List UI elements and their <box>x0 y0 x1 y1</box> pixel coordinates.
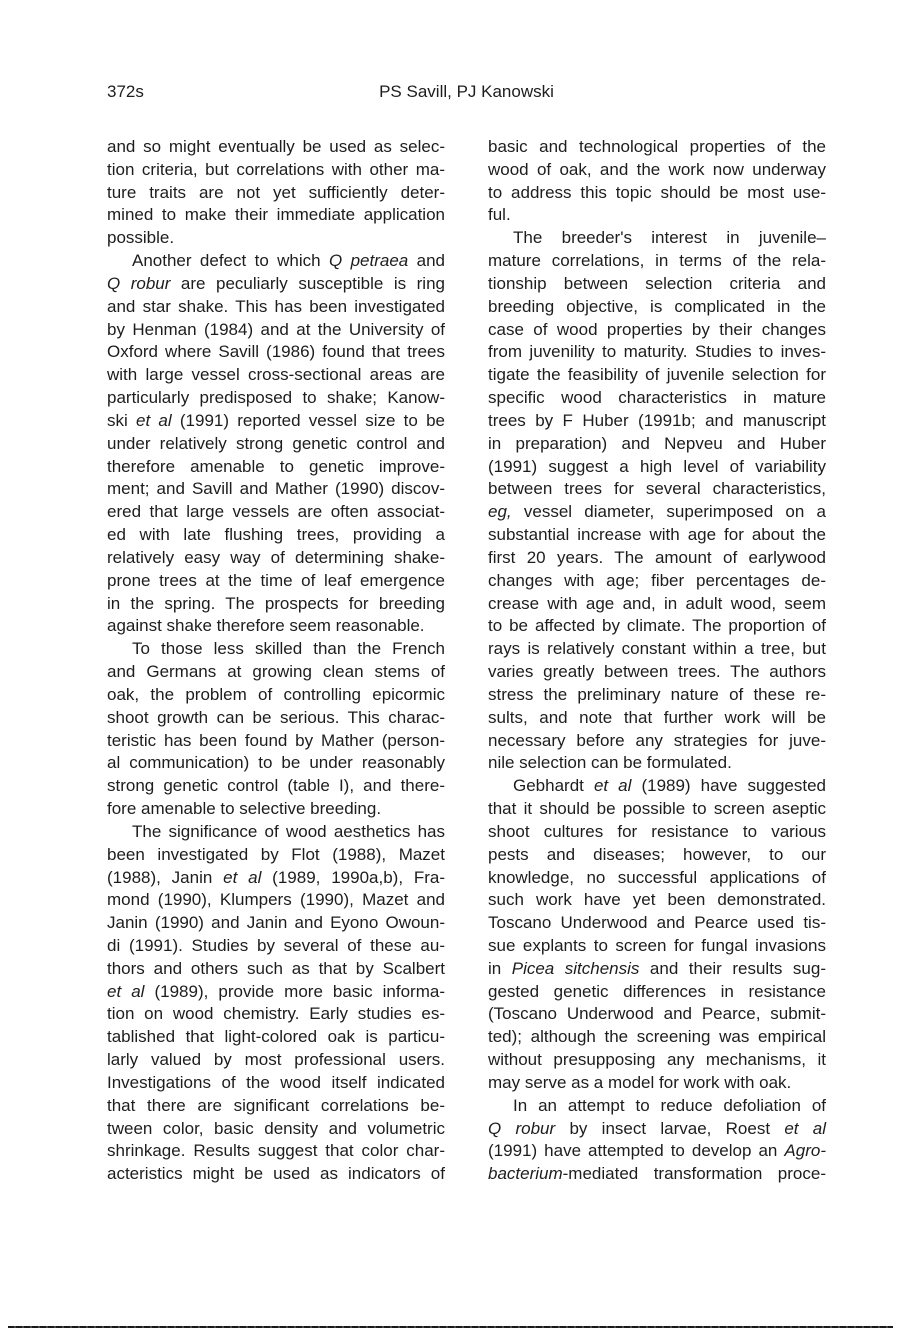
text-segment: In an attempt to reduce defoliation of <box>513 1095 826 1115</box>
text-line <box>107 1140 445 1163</box>
text-line <box>107 319 445 342</box>
text-segment: and their results sug- <box>639 958 826 978</box>
text-segment: (1991) reported vessel size to be <box>171 410 445 430</box>
text-line <box>488 524 826 547</box>
text-segment: ful. <box>488 205 511 225</box>
page-header <box>107 81 826 103</box>
text-segment: substantial increase with age for about the <box>488 525 826 545</box>
text-line <box>107 775 445 798</box>
text-segment: The breeder's interest in juvenile– <box>513 228 826 248</box>
text-segment: (Toscano Underwood and Pearce, submit- <box>488 1004 826 1024</box>
text-line <box>107 1003 445 1026</box>
text-line <box>107 1118 445 1141</box>
text-segment: stress the preliminary nature of these re- <box>488 684 826 704</box>
text-segment: basic and technological properties of the <box>488 137 826 156</box>
text-segment: vessel diameter, superimposed on a <box>511 502 826 522</box>
paragraph <box>107 136 445 250</box>
text-segment: without presupposing any mechanisms, it <box>488 1050 826 1070</box>
text-segment: Gebhardt <box>513 776 594 796</box>
text-segment: shoot cultures for resistance to various <box>488 821 826 841</box>
text-segment: Oxford where Savill (1986) found that trees <box>107 342 445 362</box>
text-line <box>488 136 826 159</box>
text-line <box>107 958 445 981</box>
text-line <box>107 159 445 182</box>
text-segment: to address this topic should be most use- <box>488 182 826 202</box>
text-line <box>107 570 445 593</box>
text-segment: (1989), provide more basic informa- <box>144 981 445 1001</box>
text-segment: Toscano Underwood and Pearce used tis- <box>488 913 826 933</box>
text-line <box>107 1163 445 1186</box>
text-segment: particularly predisposed to shake; Kanow- <box>107 388 445 408</box>
text-segment: are peculiarly susceptible is ring <box>170 273 445 293</box>
text-segment: ment; and Savill and Mather (1990) discov- <box>107 479 445 499</box>
text-segment: case of wood properties by their changes <box>488 319 826 339</box>
italic-text: eg, <box>488 502 512 522</box>
text-segment: ted); although the screening was empirical <box>488 1027 826 1047</box>
text-segment: to be affected by climate. The proportion of <box>488 616 826 636</box>
text-segment: (1991) have attempted to develop an <box>488 1141 785 1161</box>
text-line <box>107 935 445 958</box>
text-line <box>107 204 445 227</box>
text-line <box>107 364 445 387</box>
text-segment: tigate the feasibility of juvenile selection for <box>488 365 826 385</box>
text-segment: acteristics might be used as indicators of <box>107 1164 445 1184</box>
italic-text: et al <box>136 410 172 430</box>
text-line <box>488 707 826 730</box>
text-segment: mined to make their immediate application <box>107 205 445 225</box>
italic-text: et al <box>593 776 632 796</box>
text-segment: that it should be possible to screen aseptic <box>488 799 826 819</box>
page-bottom-edge <box>8 1326 893 1328</box>
text-segment: ered that large vessels are often associat- <box>107 502 445 522</box>
text-segment: with large vessel cross-sectional areas are <box>107 365 445 385</box>
text-segment: ski <box>107 410 137 430</box>
text-line <box>107 136 445 159</box>
text-segment: fore amenable to selective breeding. <box>107 799 382 819</box>
text-line <box>488 730 826 753</box>
paragraph <box>488 227 826 775</box>
text-line <box>107 661 445 684</box>
text-line <box>107 844 445 867</box>
text-segment: Janin (1990) and Janin and Eyono Owoun- <box>107 913 445 933</box>
text-segment: thors and others such as that by Scalbert <box>107 958 445 978</box>
text-segment: been investigated by Flot (1988), Mazet <box>107 844 445 864</box>
text-line <box>488 182 826 205</box>
text-line <box>488 1003 826 1026</box>
right-column <box>488 136 826 1186</box>
running-head: PS Savill, PJ Kanowski <box>379 82 554 101</box>
page-number: 372s <box>107 82 144 101</box>
text-line <box>107 889 445 912</box>
text-segment: oak, the problem of controlling epicormic <box>107 684 445 704</box>
text-segment: that there are significant correlations be- <box>107 1095 445 1115</box>
text-segment: -mediated transformation proce- <box>562 1164 826 1184</box>
text-segment: tionship between selection criteria and <box>488 273 826 293</box>
text-segment: crease with age and, in adult wood, seem <box>488 593 826 613</box>
text-segment: in <box>488 958 512 978</box>
paragraph <box>488 136 826 227</box>
text-segment: To those less skilled than the French <box>132 639 445 659</box>
text-segment: shrinkage. Results suggest that color char- <box>107 1141 445 1161</box>
paragraph <box>488 775 826 1095</box>
text-line <box>488 1072 826 1095</box>
text-segment: wood of oak, and the work now underway <box>488 159 826 179</box>
text-segment: breeding objective, is complicated in the <box>488 296 826 316</box>
text-line <box>107 1026 445 1049</box>
body-text <box>107 136 826 1186</box>
text-line <box>488 296 826 319</box>
text-line <box>488 319 826 342</box>
text-segment: trees by F Huber (1991b; and manuscript <box>488 410 826 430</box>
text-segment: mature correlations, in terms of the rela- <box>488 251 826 271</box>
text-segment: such work have yet been demonstrated. <box>488 890 826 910</box>
text-line <box>488 821 826 844</box>
text-line <box>107 821 445 844</box>
text-segment: against shake therefore seem reasonable. <box>107 616 425 636</box>
text-line <box>488 273 826 296</box>
text-line <box>488 501 826 524</box>
text-line <box>107 296 445 319</box>
text-segment: teristic has been found by Mather (person- <box>107 730 445 750</box>
text-segment: strong genetic control (table I), and there- <box>107 776 445 796</box>
text-line <box>488 1026 826 1049</box>
text-line <box>488 1140 826 1163</box>
text-segment: in preparation) and Nepveu and Huber <box>488 433 826 453</box>
italic-text: Q petraea <box>329 251 409 271</box>
text-line <box>488 1095 826 1118</box>
text-segment: tion criteria, but correlations with other ma- <box>107 159 445 179</box>
text-segment: specific wood characteristics in mature <box>488 388 826 408</box>
text-line <box>107 273 445 296</box>
text-line <box>488 364 826 387</box>
text-segment: necessary before any strategies for juve- <box>488 730 826 750</box>
text-line <box>488 1049 826 1072</box>
text-segment: larly valued by most professional users. <box>107 1050 445 1070</box>
text-segment: shoot growth can be serious. This charac- <box>107 707 445 727</box>
text-segment: may serve as a model for work with oak. <box>488 1072 792 1092</box>
italic-text: Agro- <box>784 1141 826 1161</box>
italic-text: et al <box>107 981 145 1001</box>
text-line <box>107 501 445 524</box>
text-line <box>488 1163 826 1186</box>
text-segment: sue explants to screen for fungal invasions <box>488 935 826 955</box>
text-segment: nile selection can be formulated. <box>488 753 732 773</box>
text-line <box>488 387 826 410</box>
text-segment: Another defect to which <box>132 251 329 271</box>
text-segment: and Germans at growing clean stems of <box>107 662 445 682</box>
italic-text: Q robur <box>488 1118 556 1138</box>
text-line <box>107 456 445 479</box>
text-segment: mond (1990), Klumpers (1990), Mazet and <box>107 890 445 910</box>
text-segment: and <box>408 251 446 271</box>
text-segment: and so might eventually be used as selec- <box>107 137 445 156</box>
text-line <box>107 250 445 273</box>
text-segment: and star shake. This has been investigated <box>107 296 445 316</box>
italic-text: bacterium <box>488 1164 563 1184</box>
text-line <box>488 958 826 981</box>
text-line <box>107 707 445 730</box>
text-segment: gested genetic differences in resistance <box>488 981 826 1001</box>
text-line <box>107 387 445 410</box>
italic-text: et al <box>223 867 262 887</box>
text-segment: di (1991). Studies by several of these au- <box>107 935 445 955</box>
text-segment: tween color, basic density and volumetric <box>107 1118 445 1138</box>
text-line <box>107 433 445 456</box>
text-segment: tion on wood chemistry. Early studies es- <box>107 1004 445 1024</box>
text-line <box>488 547 826 570</box>
text-segment: between trees for several characteristics, <box>488 479 826 499</box>
text-line <box>107 478 445 501</box>
text-line <box>107 638 445 661</box>
text-line <box>107 593 445 616</box>
text-line <box>488 1118 826 1141</box>
text-line <box>107 1049 445 1072</box>
text-line <box>488 227 826 250</box>
text-segment: tablished that light-colored oak is particu- <box>107 1027 445 1047</box>
text-segment: by insect larvae, Roest <box>555 1118 785 1138</box>
text-line <box>488 570 826 593</box>
left-column <box>107 136 445 1186</box>
text-line <box>107 227 445 250</box>
text-segment: from juvenility to maturity. Studies to inves- <box>488 342 826 362</box>
text-segment: (1991) suggest a high level of variability <box>488 456 826 476</box>
text-segment: sults, and note that further work will be <box>488 707 826 727</box>
text-line <box>107 182 445 205</box>
text-line <box>107 615 445 638</box>
text-segment: al communication) to be under reasonably <box>107 753 445 773</box>
text-line <box>488 844 826 867</box>
text-line <box>488 867 826 890</box>
text-line <box>488 775 826 798</box>
text-line <box>107 798 445 821</box>
text-segment: relatively easy way of determining shake- <box>107 547 445 567</box>
text-line <box>107 752 445 775</box>
text-line <box>107 410 445 433</box>
text-segment: The significance of wood aesthetics has <box>132 821 445 841</box>
text-line <box>107 912 445 935</box>
text-segment: pests and diseases; however, to our <box>488 844 826 864</box>
text-line <box>488 204 826 227</box>
text-line <box>107 547 445 570</box>
text-line <box>107 524 445 547</box>
text-segment: possible. <box>107 228 175 248</box>
text-segment: under relatively strong genetic control and <box>107 433 445 453</box>
text-segment: Investigations of the wood itself indicated <box>107 1072 445 1092</box>
paragraph <box>107 250 445 638</box>
text-line <box>488 159 826 182</box>
paragraph <box>107 638 445 821</box>
paragraph <box>107 821 445 1186</box>
text-line <box>107 730 445 753</box>
text-segment: (1989, 1990a,b), Fra- <box>261 867 446 887</box>
text-line <box>488 341 826 364</box>
text-line <box>488 456 826 479</box>
text-line <box>488 889 826 912</box>
text-segment: therefore amenable to genetic improve- <box>107 456 445 476</box>
text-segment: (1988), Janin <box>107 867 224 887</box>
text-line <box>488 250 826 273</box>
text-line <box>488 478 826 501</box>
text-line <box>488 935 826 958</box>
text-line <box>488 433 826 456</box>
italic-text: Q robur <box>107 273 171 293</box>
text-segment: ture traits are not yet sufficiently deter- <box>107 182 445 202</box>
text-segment: first 20 years. The amount of earlywood <box>488 547 826 567</box>
text-line <box>488 752 826 775</box>
text-line <box>107 684 445 707</box>
text-segment: knowledge, no successful applications of <box>488 867 826 887</box>
text-line <box>107 981 445 1004</box>
text-line <box>488 981 826 1004</box>
text-line <box>107 1095 445 1118</box>
text-segment: (1989) have suggested <box>631 776 827 796</box>
text-line <box>488 638 826 661</box>
italic-text: et al <box>784 1118 827 1138</box>
text-line <box>488 912 826 935</box>
italic-text: Picea sitchensis <box>511 958 640 978</box>
text-line <box>107 341 445 364</box>
text-segment: in the spring. The prospects for breeding <box>107 593 445 613</box>
text-line <box>107 867 445 890</box>
text-line <box>107 1072 445 1095</box>
text-line <box>488 798 826 821</box>
text-segment: varies greatly between trees. The authors <box>488 662 826 682</box>
text-line <box>488 593 826 616</box>
text-line <box>488 410 826 433</box>
text-segment: ed with late flushing trees, providing a <box>107 525 445 545</box>
text-line <box>488 684 826 707</box>
text-segment: changes with age; fiber percentages de- <box>488 570 826 590</box>
text-segment: by Henman (1984) and at the University of <box>107 319 445 339</box>
text-segment: rays is relatively constant within a tree, but <box>488 639 826 659</box>
text-line <box>488 615 826 638</box>
paragraph <box>488 1095 826 1186</box>
text-line <box>488 661 826 684</box>
text-segment: prone trees at the time of leaf emergence <box>107 570 445 590</box>
